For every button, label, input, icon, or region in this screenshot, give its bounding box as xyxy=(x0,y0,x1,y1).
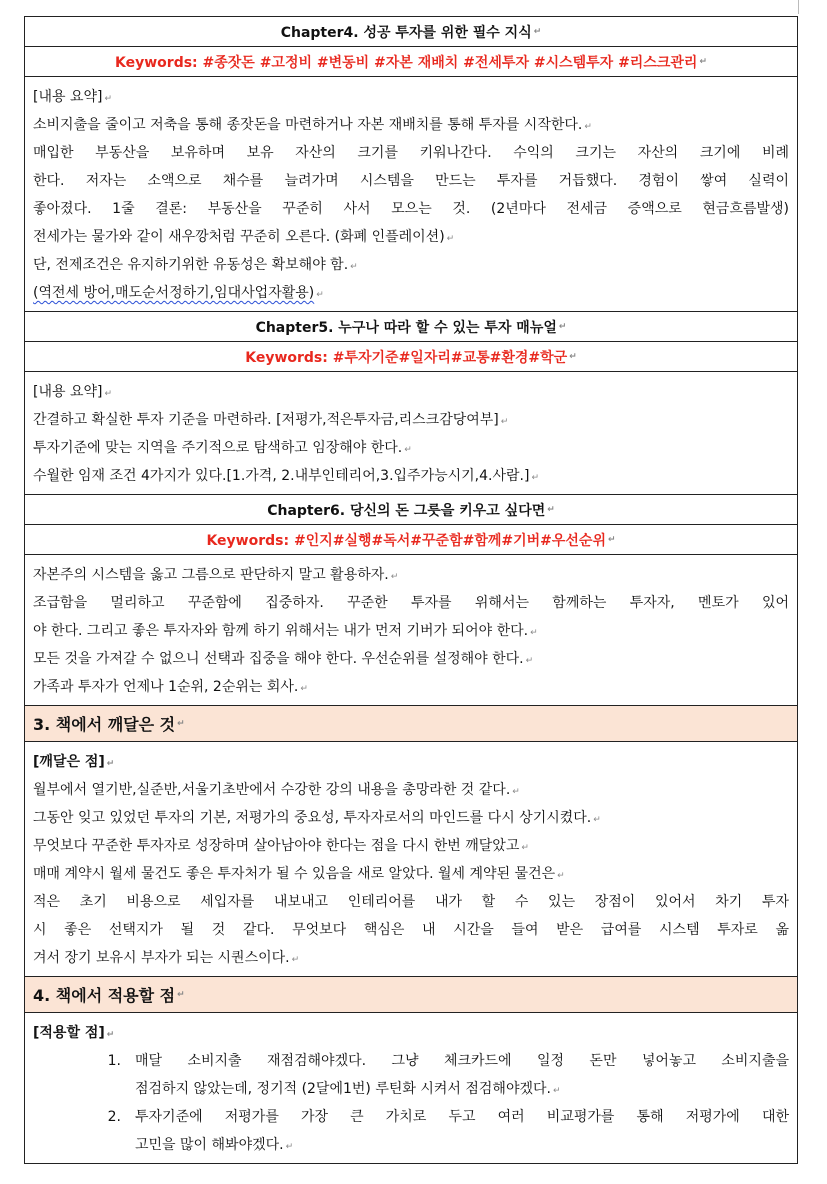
chapter4-keywords: Keywords: #종잣돈 #고정비 #변동비 #자본 재배치 #전세투자 #시스템투자 #리스크관리 ↵ xyxy=(25,47,797,77)
summary-line: 투자기준에 맞는 지역을 주기적으로 탐색하고 임장해야 한다. ↵ xyxy=(33,440,412,456)
body-line: 적은 초기 비용으로 세입자를 내보내고 인테리어를 내가 할 수 있는 장점이 있어서 차기 투자 xyxy=(33,894,789,910)
chapter4-summary xyxy=(25,77,797,312)
summary-line: 수월한 임재 조건 4가지가 있다.[1.가격, 2.내부인테리어,3.입주가능시기,4.사람.] ↵ xyxy=(33,468,539,484)
summary-line: 야 한다. 그리고 좋은 투자자와 함께 하기 위해서는 내가 먼저 기버가 되어야 한다. ↵ xyxy=(33,623,538,639)
document-page xyxy=(24,16,798,1164)
summary-line: 가족과 투자가 언제나 1순위, 2순위는 회사. ↵ xyxy=(33,679,308,695)
body-line: 시 좋은 선택지가 될 것 같다. 무엇보다 핵심은 내 시간을 들여 받은 급여를 시스템 투자로 옮 xyxy=(33,922,789,938)
list-line: 점검하지 않았는데, 정기적 (2달에1번) 루틴화 시켜서 점검해야겠다. ↵ xyxy=(135,1081,561,1097)
chapter6-keywords: Keywords: #인지#실행#독서#꾸준함#함께#기버#우선순위 ↵ xyxy=(25,525,797,555)
list-line: 매달 소비지출 재점검해야겠다. 그냥 체크카드에 일정 돈만 넣어놓고 소비지출을 xyxy=(135,1053,789,1069)
summary-line: 자본주의 시스템을 옳고 그름으로 판단하지 말고 활용하자. ↵ xyxy=(33,567,399,583)
summary-line: (역전세 방어,매도순서정하기,임대사업자활용) ↵ xyxy=(33,285,324,301)
summary-line: 모든 것을 가져갈 수 없으니 선택과 집중을 해야 한다. 우선순위를 설정해야 한다. ↵ xyxy=(33,651,534,667)
section4-heading: 4. 책에서 적용할 점 ↵ xyxy=(25,977,797,1013)
section4-body xyxy=(25,1013,797,1164)
body-line: 겨서 장기 보유시 부자가 되는 시퀀스이다. ↵ xyxy=(33,950,300,966)
chapter5-title: Chapter5. 누구나 따라 할 수 있는 투자 매뉴얼 ↵ xyxy=(25,312,797,342)
summary-line: 전세가는 물가와 같이 새우깡처럼 꾸준히 오른다. (화폐 인플레이션) ↵ xyxy=(33,229,455,245)
summary-line: 좋아졌다. 1줄 결론: 부동산을 꾸준히 사서 모으는 것. (2년마다 전세금 증액으로 현금흐름발생) xyxy=(33,201,789,217)
list-line: 투자기준에 저평가를 가장 큰 가치로 두고 여러 비교평가를 통해 저평가에 대한 xyxy=(135,1109,789,1125)
chapter4-title-text: Chapter4. 성공 투자를 위한 필수 지식 xyxy=(280,24,532,41)
list-item xyxy=(33,1103,789,1159)
chapter5-keywords-text: Keywords: #투자기준#일자리#교통#환경#학군 xyxy=(245,349,568,366)
chapter5-title-text: Chapter5. 누구나 따라 할 수 있는 투자 매뉴얼 xyxy=(255,319,557,336)
section3-body xyxy=(25,742,797,977)
chapter6-title-text: Chapter6. 당신의 돈 그릇을 키우고 싶다면 xyxy=(267,502,546,519)
summary-line: 간결하고 확실한 투자 기준을 마련하라. [저평가,적은투자금,리스크감당여부] ↵ xyxy=(33,412,509,428)
chapter4-keywords-text: Keywords: #종잣돈 #고정비 #변동비 #자본 재배치 #전세투자 #시스템투자 #리스크관리 xyxy=(115,54,698,71)
body-line: 월부에서 열기반,실준반,서울기초반에서 수강한 강의 내용을 총망라한 것 같다. ↵ xyxy=(33,782,520,798)
chapter6-keywords-text: Keywords: #인지#실행#독서#꾸준함#함께#기버#우선순위 xyxy=(206,532,606,549)
body-line: 매매 계약시 월세 물건도 좋은 투자처가 될 수 있음을 새로 알았다. 월세 계약된 물건은 ↵ xyxy=(33,866,565,882)
summary-line: 단, 전제조건은 유지하기위한 유동성은 확보해야 함. ↵ xyxy=(33,257,358,273)
list-item xyxy=(33,1047,789,1103)
summary-line: 한다. 저자는 소액으로 채수를 늘려가며 시스템을 만드는 투자를 거듭했다. 경험이 쌓여 실력이 xyxy=(33,173,789,189)
summary-line: 매입한 부동산을 보유하며 보유 자산의 크기를 키워나간다. 수익의 크기는 자산의 크기에 비례 xyxy=(33,145,789,161)
chapter6-title: Chapter6. 당신의 돈 그릇을 키우고 싶다면 ↵ xyxy=(25,495,797,525)
list-line: 고민을 많이 해봐야겠다. ↵ xyxy=(135,1137,294,1153)
summary-line: 소비지출을 줄이고 저축을 통해 종잣돈을 마련하거나 자본 재배치를 통해 투자를 시작한다. ↵ xyxy=(33,117,592,133)
section3-subheading: [깨달은 점] ↵ xyxy=(33,754,115,770)
summary-line: [내용 요약] ↵ xyxy=(33,89,113,105)
section4-subheading: [적용할 점] ↵ xyxy=(33,1025,115,1041)
summary-line: 조급함을 멀리하고 꾸준함에 집중하자. 꾸준한 투자를 위해서는 함께하는 투자자, 멘토가 있어 xyxy=(33,595,789,611)
list-number: 2. xyxy=(107,1109,121,1125)
section3-heading-text: 3. 책에서 깨달은 것 xyxy=(33,715,176,734)
list-number: 1. xyxy=(107,1053,121,1069)
chapter5-summary xyxy=(25,372,797,495)
section3-heading: 3. 책에서 깨달은 것 ↵ xyxy=(25,706,797,742)
chapter6-summary xyxy=(25,555,797,706)
chapter5-keywords: Keywords: #투자기준#일자리#교통#환경#학군 ↵ xyxy=(25,342,797,372)
section4-heading-text: 4. 책에서 적용할 점 xyxy=(33,986,176,1005)
body-line: 무엇보다 꾸준한 투자자로 성장하며 살아남아야 한다는 점을 다시 한번 깨달았고 ↵ xyxy=(33,838,529,854)
chapter4-title: Chapter4. 성공 투자를 위한 필수 지식 ↵ xyxy=(25,17,797,47)
page-corner-mark xyxy=(798,0,799,14)
summary-line: [내용 요약] ↵ xyxy=(33,384,113,400)
body-line: 그동안 잊고 있었던 투자의 기본, 저평가의 중요성, 투자자로서의 마인드를 다시 상기시켰다. ↵ xyxy=(33,810,601,826)
